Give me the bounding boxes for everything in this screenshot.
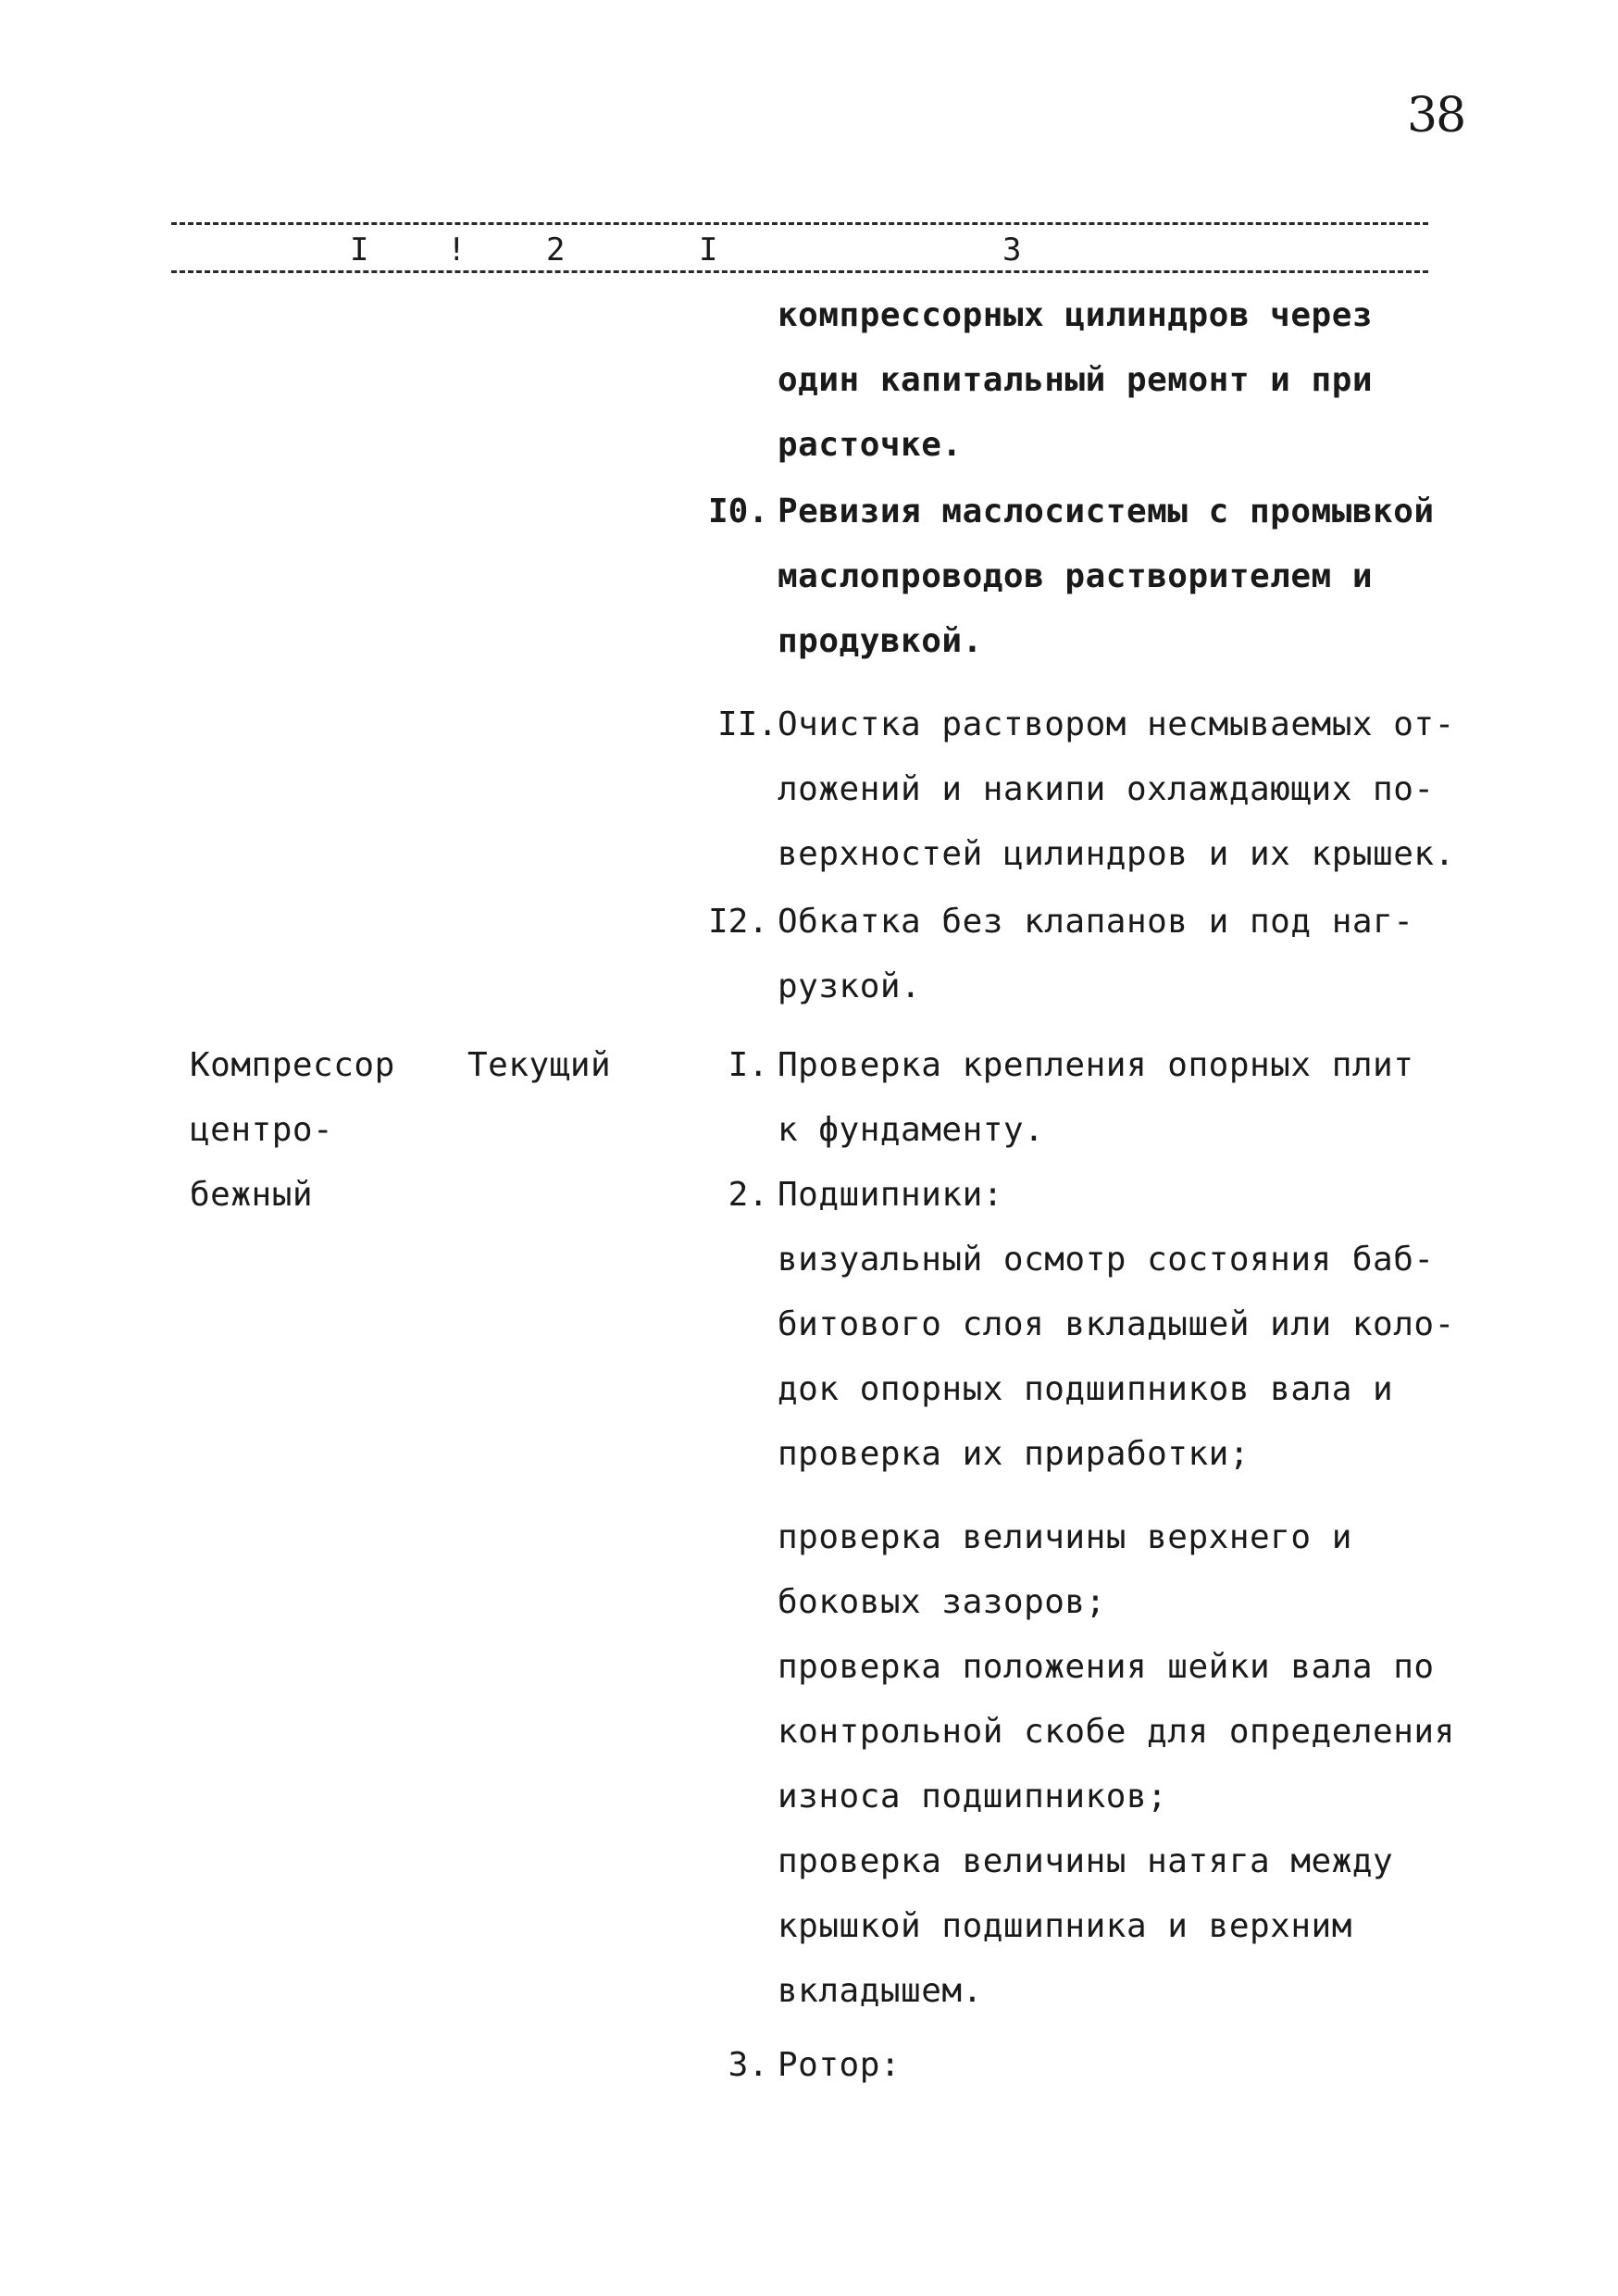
item-line: продувкой. <box>778 622 983 660</box>
item-line: Очистка раствором несмываемых от- <box>778 705 1455 743</box>
repair-type: Текущий <box>467 1046 612 1084</box>
bearing-check-line: проверка их приработки; <box>778 1435 1250 1473</box>
item-line: ложений и накипи охлаждающих по- <box>778 770 1435 808</box>
item-line: маслопроводов растворителем и <box>778 557 1374 595</box>
item-line: рузкой. <box>778 967 922 1005</box>
continuation-line: расточке. <box>778 426 963 464</box>
bearing-check-line: проверка положения шейки вала по <box>778 1648 1435 1686</box>
item-line: Ревизия маслосистемы с промывкой <box>778 493 1435 530</box>
bearing-check-line: визуальный осмотр состояния баб- <box>778 1241 1435 1279</box>
bearing-check-line: док опорных подшипников вала и <box>778 1370 1394 1408</box>
bearing-check-line: крышкой подшипника и верхним <box>778 1907 1352 1945</box>
item-line: Подшипники: <box>778 1176 1003 1214</box>
item-line: Проверка крепления опорных плит <box>778 1046 1414 1084</box>
bearing-check-line: боковых зазоров; <box>778 1583 1106 1621</box>
item-line: верхностей цилиндров и их крышек. <box>778 835 1455 873</box>
bearing-check-line: проверка величины натяга между <box>778 1842 1394 1880</box>
item-number: I. <box>728 1046 768 1084</box>
bearing-check-line: вкладышем. <box>778 1972 983 2010</box>
item-number: I0. <box>707 493 768 530</box>
item-line: к фундаменту. <box>778 1111 1045 1149</box>
table-header-top-rule <box>171 222 1428 225</box>
equipment-name-line: центро- <box>190 1111 334 1149</box>
bearing-check-line: износа подшипников; <box>778 1778 1168 1816</box>
continuation-line: один капитальный ремонт и при <box>778 361 1374 399</box>
column-header-3: 3 <box>1002 231 1022 268</box>
equipment-name-line: бежный <box>190 1176 314 1214</box>
item-number: II. <box>716 705 778 743</box>
item-number: 2. <box>728 1176 768 1214</box>
item-line: Ротор: <box>778 2046 902 2084</box>
equipment-name-line: Компрессор <box>190 1046 395 1084</box>
bearing-check-line: проверка величины верхнего и <box>778 1518 1352 1556</box>
page-number: 38 <box>1407 88 1465 144</box>
column-separator-1: ! <box>447 231 467 268</box>
item-number: I2. <box>707 903 768 941</box>
column-header-1: I <box>350 231 369 268</box>
bearing-check-line: битового слоя вкладышей или коло- <box>778 1305 1455 1343</box>
bearing-check-line: контрольной скобе для определения <box>778 1713 1455 1751</box>
table-header-bottom-rule <box>171 270 1428 273</box>
column-header-2: 2 <box>546 231 566 268</box>
column-separator-2: I <box>699 231 718 268</box>
item-line: Обкатка без клапанов и под наг- <box>778 903 1414 941</box>
continuation-line: компрессорных цилиндров через <box>778 296 1374 334</box>
item-number: 3. <box>728 2046 768 2084</box>
